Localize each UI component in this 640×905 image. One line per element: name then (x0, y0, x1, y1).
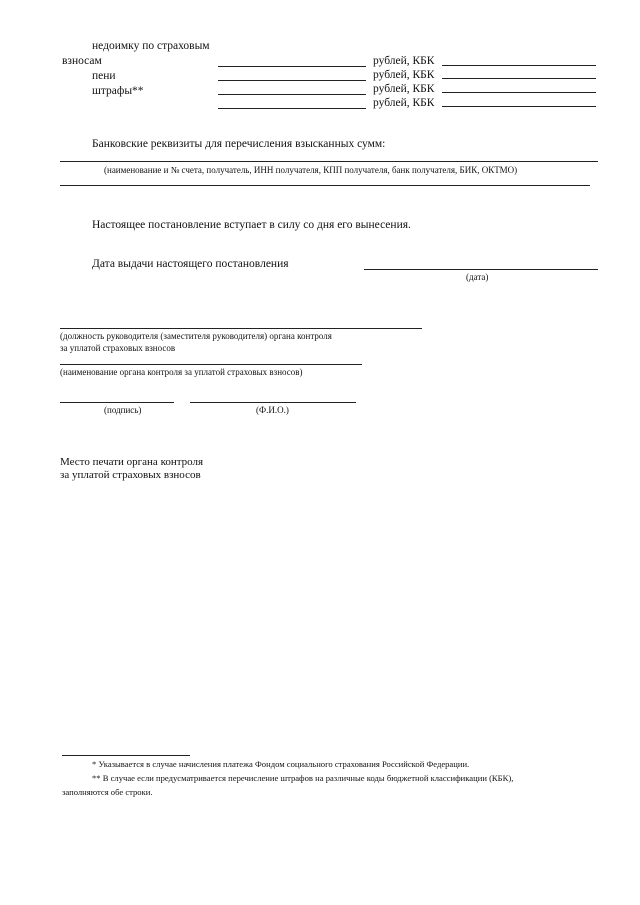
bank-caption: (наименование и № счета, получатель, ИНН получателя, КПП получателя, банк получателя, БИК, ОКТМО) (104, 165, 518, 175)
position-caption-1: (должность руководителя (заместителя руководителя) органа контроля (60, 331, 332, 341)
effective-statement: Настоящее постановление вступает в силу со дня его вынесения. (92, 219, 411, 231)
footnote-2b: заполняются обе строки. (62, 787, 153, 797)
kbk-line-1[interactable] (442, 65, 596, 66)
signature-caption: (подпись) (104, 405, 142, 415)
footnote-divider (62, 755, 190, 756)
amount-line-penalties[interactable] (218, 80, 366, 81)
signature-line[interactable] (60, 402, 174, 403)
footnote-1: * Указывается в случае начисления платежа Фондом социального страхования Российской Федерации. (92, 759, 470, 769)
issue-date-line[interactable] (364, 269, 598, 270)
stamp-line1: Место печати органа контроля (60, 456, 204, 468)
rub-kbk-label-3: рублей, КБК (373, 83, 435, 95)
name-caption: (Ф.И.О.) (256, 405, 289, 415)
date-caption: (дата) (466, 272, 489, 282)
amount-line-fines-2[interactable] (218, 108, 366, 109)
bank-line-1[interactable] (60, 161, 598, 162)
bank-heading: Банковские реквизиты для перечисления взысканных сумм: (92, 138, 386, 150)
rub-kbk-label-1: рублей, КБК (373, 55, 435, 67)
fines-label: штрафы** (92, 85, 144, 97)
arrears-line1: недоимку по страховым (92, 40, 210, 52)
footnote-2a: ** В случае если предусматривается перечисление штрафов на различные коды бюджетной классификации (КБК), (92, 773, 514, 783)
position-line[interactable] (60, 328, 422, 329)
amount-line-arrears[interactable] (218, 66, 366, 67)
stamp-line2: за уплатой страховых взносов (60, 469, 201, 481)
body-line[interactable] (60, 364, 362, 365)
arrears-line2: взносам (62, 55, 102, 67)
penalties-label: пени (92, 70, 116, 82)
kbk-line-3[interactable] (442, 92, 596, 93)
kbk-line-4[interactable] (442, 106, 596, 107)
bank-line-2[interactable] (60, 185, 590, 186)
issue-date-label: Дата выдачи настоящего постановления (92, 258, 289, 270)
amount-line-fines-1[interactable] (218, 94, 366, 95)
kbk-line-2[interactable] (442, 78, 596, 79)
body-caption: (наименование органа контроля за уплатой страховых взносов) (60, 367, 303, 377)
rub-kbk-label-4: рублей, КБК (373, 97, 435, 109)
rub-kbk-label-2: рублей, КБК (373, 69, 435, 81)
name-line[interactable] (190, 402, 356, 403)
position-caption-2: за уплатой страховых взносов (60, 343, 176, 353)
